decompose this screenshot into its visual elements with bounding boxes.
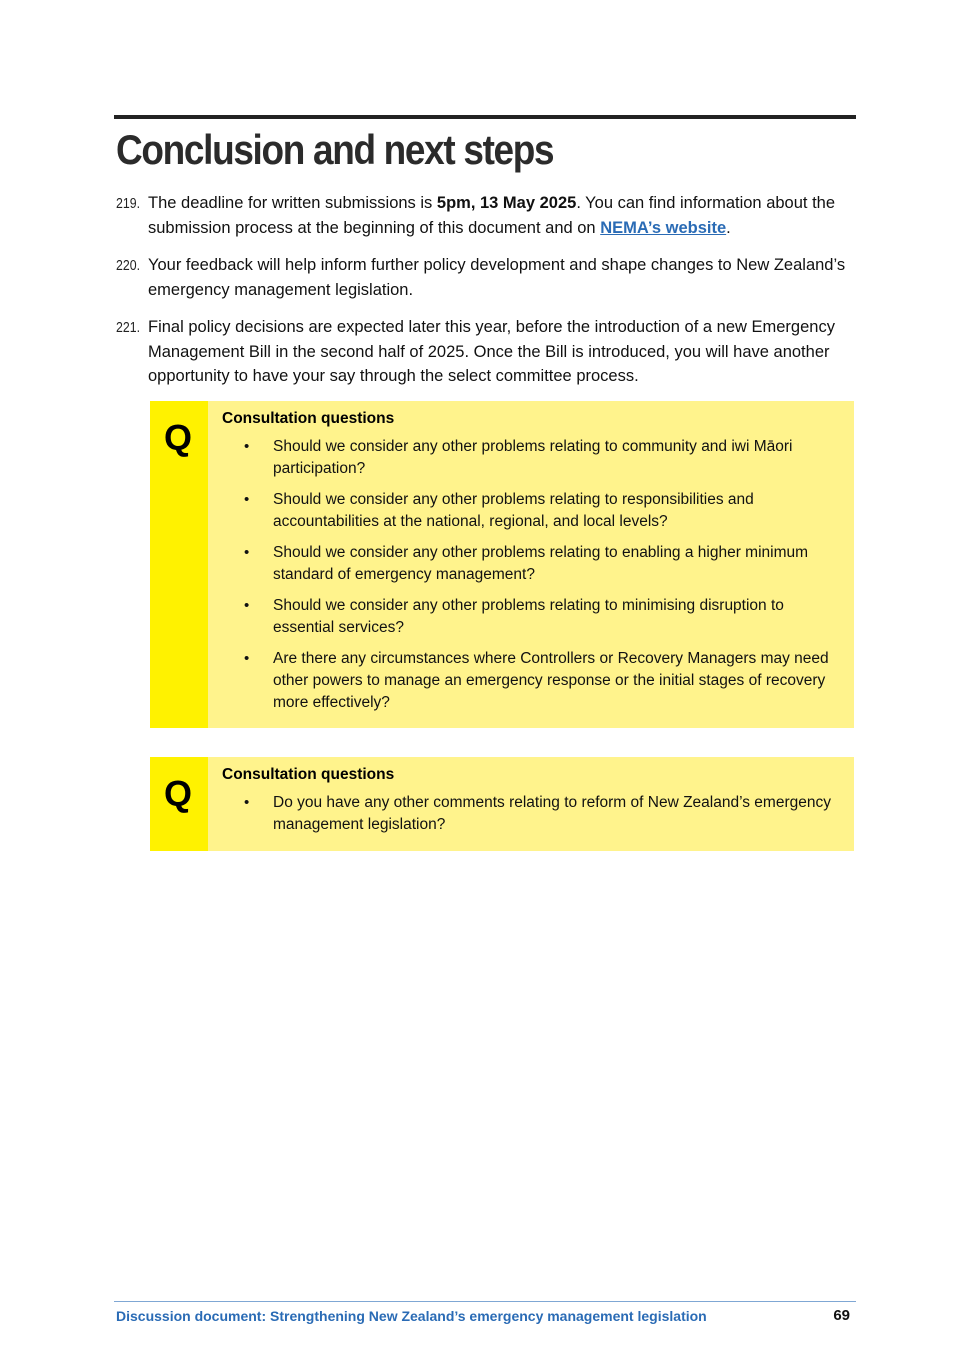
page-number: 69 <box>833 1307 850 1324</box>
bullet-icon: • <box>244 794 250 811</box>
consultation-questions-box-2 <box>150 757 854 851</box>
question-text: Should we consider any other problems relating to community and iwi Māori participation? <box>273 438 793 477</box>
bullet-icon: • <box>244 491 250 508</box>
bullet-icon: • <box>244 544 250 561</box>
question-list <box>222 436 842 714</box>
page-title: Conclusion and next steps <box>116 126 554 173</box>
paragraph-text: Your feedback will help inform further policy development and shape changes to New Zealand’s emergency management legislation. <box>148 256 846 299</box>
paragraph-219 <box>116 191 846 240</box>
footer-rule <box>114 1301 856 1302</box>
bullet-icon: • <box>244 438 250 455</box>
question-list <box>222 792 842 836</box>
question-icon: Q <box>164 773 193 814</box>
question-text: Should we consider any other problems relating to minimising disruption to essential services? <box>273 597 784 636</box>
paragraph-number: 219. <box>116 196 140 212</box>
question-text: Should we consider any other problems relating to enabling a higher minimum standard of emergency management? <box>273 544 809 583</box>
question-item <box>222 792 842 836</box>
question-item <box>222 436 842 480</box>
consultation-questions-heading: Consultation questions <box>222 766 395 783</box>
question-text: Are there any circumstances where Controllers or Recovery Managers may need other powers to manage an emergency response or the initial stages of recovery more effectively? <box>273 650 829 711</box>
bullet-icon: • <box>244 650 250 667</box>
question-item <box>222 648 842 714</box>
question-item <box>222 595 842 639</box>
consultation-questions-box-1 <box>150 401 854 728</box>
paragraph-text <box>148 191 846 240</box>
paragraph-220 <box>116 253 846 302</box>
deadline-date: 5pm, 13 May 2025 <box>436 194 577 212</box>
question-text: Should we consider any other problems relating to responsibilities and accountabilities at the national, regional, and local levels? <box>273 491 754 530</box>
question-item <box>222 542 842 586</box>
consultation-questions-heading: Consultation questions <box>222 410 395 427</box>
paragraph-text: Final policy decisions are expected later this year, before the introduction of a new Emergency Management Bill in the second half of 2025. Once the Bill is introduced, you will have another opportunity to have your say through the select committee process. <box>148 318 835 385</box>
top-rule <box>114 115 856 119</box>
paragraph-number: 221. <box>116 320 140 336</box>
bullet-icon: • <box>244 597 250 614</box>
text-segment: . <box>726 218 731 237</box>
question-icon: Q <box>164 417 193 458</box>
question-item <box>222 489 842 533</box>
text-segment: . You can find information about the submission process at the beginning of this document and on <box>148 194 836 237</box>
nema-website-link[interactable]: NEMA’s website <box>600 218 727 237</box>
footer-document-title: Discussion document: Strengthening New Zealand’s emergency management legislation <box>116 1308 707 1324</box>
text-segment: The deadline for written submissions is <box>148 194 437 212</box>
paragraph-221 <box>116 315 846 389</box>
paragraph-number: 220. <box>116 258 140 274</box>
question-text: Do you have any other comments relating to reform of New Zealand’s emergency management legislation? <box>273 794 831 833</box>
